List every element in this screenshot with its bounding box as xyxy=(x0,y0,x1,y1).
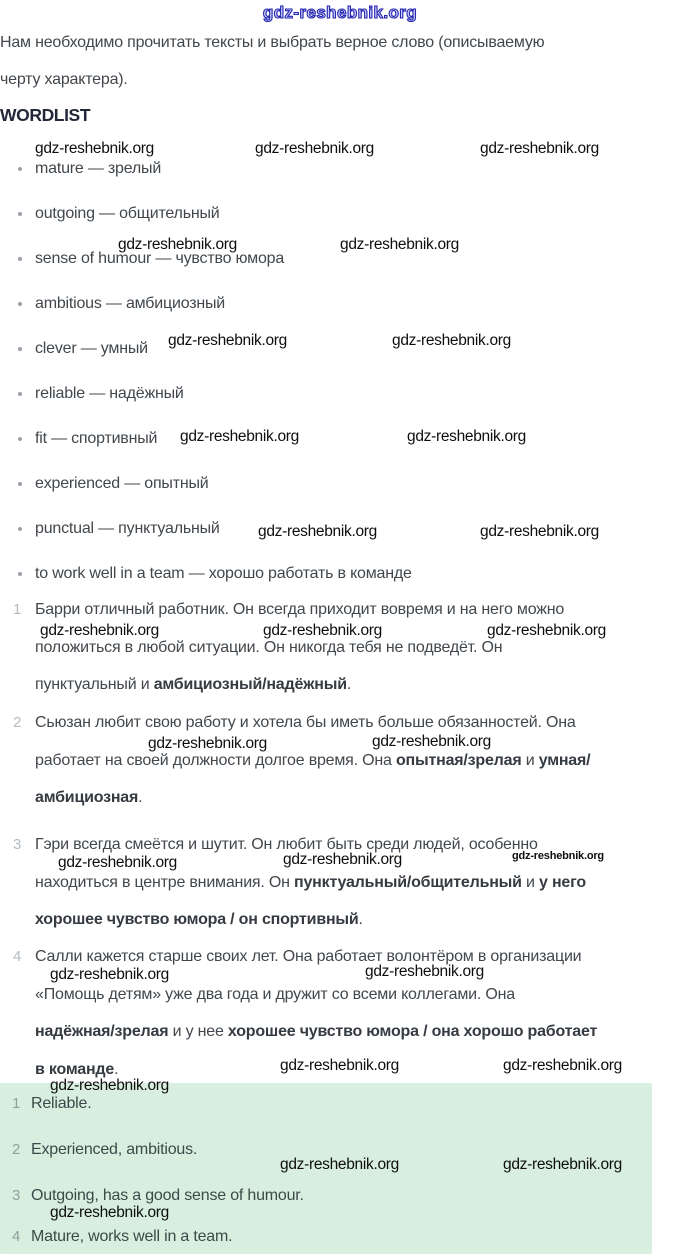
site-watermark: gdz-reshebnik.org xyxy=(480,140,599,157)
task-text-line xyxy=(35,714,576,732)
site-watermark: gdz-reshebnik.org xyxy=(480,523,599,540)
answer-choice-bold: у него xyxy=(539,873,586,891)
task-text: . xyxy=(346,676,352,693)
task-text-line xyxy=(35,874,586,892)
site-watermark: gdz-reshebnik.org xyxy=(503,1057,622,1074)
wordlist-item: clever — умный xyxy=(35,340,148,357)
task-text-line xyxy=(35,986,515,1004)
bullet-icon xyxy=(18,437,22,441)
task-text-line xyxy=(35,676,351,694)
site-watermark: gdz-reshebnik.org xyxy=(365,963,484,980)
task-text-line xyxy=(35,948,581,966)
site-watermark: gdz-reshebnik.org xyxy=(372,733,491,750)
site-watermark: gdz-reshebnik.org xyxy=(340,236,459,253)
site-watermark: gdz-reshebnik.org xyxy=(392,332,511,349)
site-watermark: gdz-reshebnik.org xyxy=(168,332,287,349)
bullet-icon xyxy=(18,392,22,396)
site-watermark: gdz-reshebnik.org xyxy=(512,850,604,862)
answer-choice-bold: надёжная/зрелая xyxy=(35,1023,169,1040)
answer-choice-bold: хорошее чувство юмора / он спортивный xyxy=(35,911,359,928)
task-text: . xyxy=(138,789,143,806)
task-text: . xyxy=(358,911,363,928)
answer-item: Outgoing, has a good sense of humour. xyxy=(31,1187,304,1204)
wordlist-item: ambitious — амбициозный xyxy=(35,295,226,312)
site-watermark: gdz-reshebnik.org xyxy=(148,735,267,752)
bullet-icon xyxy=(18,212,22,216)
task-number: 3 xyxy=(13,836,22,853)
wordlist-item: experienced — опытный xyxy=(35,475,209,492)
bullet-icon xyxy=(18,302,22,306)
wordlist-item: sense of humour — чувство юмора xyxy=(35,250,285,267)
task-text-line xyxy=(35,1023,597,1041)
task-number: 4 xyxy=(13,948,22,965)
wordlist-item: to work well in a team — хорошо работать в команде xyxy=(35,565,412,582)
site-watermark: gdz-reshebnik.org xyxy=(280,1156,399,1173)
answer-choice-bold: умная/ xyxy=(538,751,591,769)
answer-choice-bold: в команде xyxy=(35,1060,115,1078)
site-watermark: gdz-reshebnik.org xyxy=(50,966,169,983)
site-watermark: gdz-reshebnik.org xyxy=(255,140,374,157)
answer-choice-bold: амбициозная xyxy=(35,789,139,806)
bullet-icon xyxy=(18,572,22,576)
site-watermark: gdz-reshebnik.org xyxy=(35,140,154,157)
answer-item: Reliable. xyxy=(31,1095,92,1112)
task-text: Гэри всегда смеётся и шутит. Он любит быть среди людей, особенно xyxy=(35,836,538,853)
answer-number: 3 xyxy=(12,1187,21,1204)
wordlist-item: outgoing — общительный xyxy=(35,205,220,222)
task-text: положиться в любой ситуации. Он никогда тебя не подведёт. Он xyxy=(35,638,503,656)
site-watermark: gdz-reshebnik.org xyxy=(258,523,377,540)
task-text: находиться в центре внимания. Он xyxy=(35,873,295,891)
task-text: и xyxy=(521,873,540,891)
wordlist-item: mature — зрелый xyxy=(35,160,162,177)
site-watermark: gdz-reshebnik.org xyxy=(487,622,606,639)
task-text: и xyxy=(521,751,539,769)
answer-item: Mature, works well in a team. xyxy=(31,1228,233,1245)
wordlist-item: reliable — надёжный xyxy=(35,385,184,402)
site-watermark: gdz-reshebnik.org xyxy=(263,622,382,639)
bullet-icon xyxy=(18,257,22,261)
site-watermark: gdz-reshebnik.org xyxy=(503,1156,622,1173)
task-number: 1 xyxy=(13,601,22,618)
answer-choice-bold: амбициозный/надёжный xyxy=(153,676,347,693)
wordlist-title: WORDLIST xyxy=(0,105,91,125)
bullet-icon xyxy=(18,167,22,171)
answer-number: 2 xyxy=(12,1141,21,1158)
task-text: Салли кажется старше своих лет. Она работает волонтёром в организации xyxy=(35,948,582,965)
task-text-line xyxy=(35,789,142,807)
task-text-line xyxy=(35,1061,118,1079)
task-text-line xyxy=(35,601,564,619)
task-number: 2 xyxy=(13,714,22,731)
task-text-line xyxy=(35,911,363,929)
site-watermark: gdz-reshebnik.org xyxy=(407,428,526,445)
task-text-line xyxy=(35,752,590,770)
task-text: Барри отличный работник. Он всегда приходит вовремя и на него можно xyxy=(35,601,565,618)
task-text: «Помощь детям» уже два года и дружит со всеми коллегами. Она xyxy=(35,985,515,1003)
task-text: Сьюзан любит свою работу и хотела бы иметь больше обязанностей. Она xyxy=(35,714,576,731)
task-text-line xyxy=(35,639,502,657)
answer-choice-bold: опытная/зрелая xyxy=(395,751,522,769)
site-watermark: gdz-reshebnik.org xyxy=(283,851,402,868)
answer-choice-bold: хорошее чувство юмора / она хорошо работает xyxy=(227,1023,598,1040)
bullet-icon xyxy=(18,347,22,351)
site-watermark: gdz-reshebnik.org xyxy=(118,236,237,253)
site-watermark: gdz-reshebnik.org xyxy=(50,1204,169,1221)
answer-item: Experienced, ambitious. xyxy=(31,1141,198,1158)
site-watermark: gdz-reshebnik.org xyxy=(280,1057,399,1074)
wordlist-item: punctual — пунктуальный xyxy=(35,520,220,537)
task-text: . xyxy=(114,1060,119,1078)
site-watermark: gdz-reshebnik.org xyxy=(180,428,299,445)
task-text: работает на своей должности долгое время. Она xyxy=(35,751,396,769)
intro-line-2: черту характера). xyxy=(0,71,128,88)
answer-choice-bold: пунктуальный/общительный xyxy=(294,873,522,891)
site-watermark: gdz-reshebnik.org xyxy=(40,622,159,639)
site-watermark-header: gdz-reshebnik.org xyxy=(262,3,418,22)
task-text: пунктуальный и xyxy=(35,676,154,693)
site-watermark: gdz-reshebnik.org xyxy=(58,854,177,871)
intro-line-1: Нам необходимо прочитать тексты и выбрать верное слово (описываемую xyxy=(0,34,545,51)
bullet-icon xyxy=(18,527,22,531)
answer-number: 1 xyxy=(12,1095,21,1112)
answer-number: 4 xyxy=(12,1228,21,1245)
task-text: и у нее xyxy=(168,1023,228,1040)
site-watermark: gdz-reshebnik.org xyxy=(50,1077,169,1094)
wordlist-item: fit — спортивный xyxy=(35,430,158,447)
bullet-icon xyxy=(18,482,22,486)
